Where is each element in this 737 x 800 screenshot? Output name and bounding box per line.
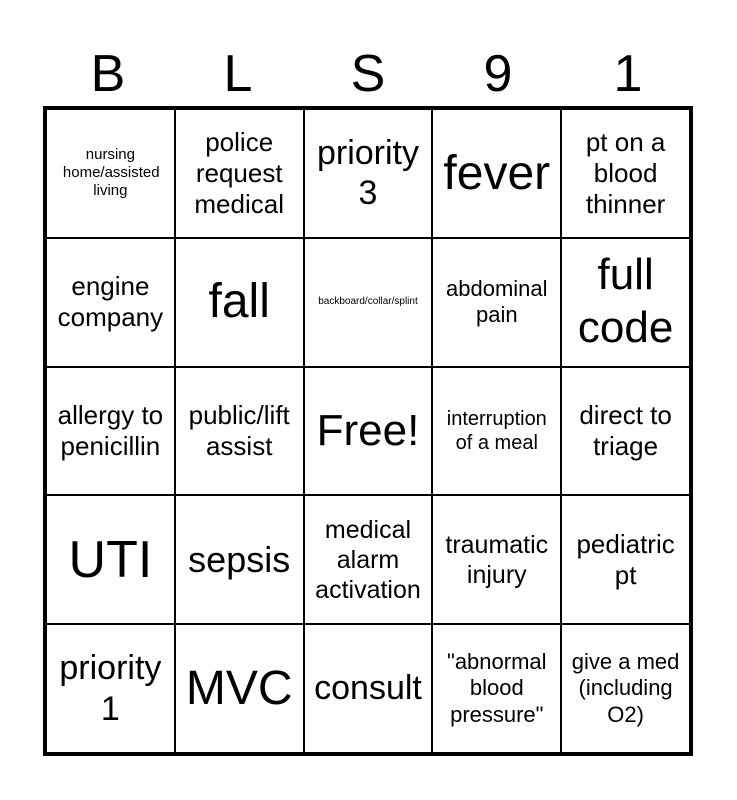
bingo-cell[interactable] <box>175 624 304 753</box>
free-space[interactable] <box>304 367 433 496</box>
cell-label: priority 3 <box>316 133 419 213</box>
bingo-header <box>43 42 693 106</box>
bingo-cell[interactable] <box>432 367 561 496</box>
bingo-cell[interactable] <box>304 238 433 367</box>
cell-label: traumatic injury <box>445 530 549 589</box>
header-letter-s: S <box>350 45 386 103</box>
cell-label: backboard/collar/splint <box>318 296 418 308</box>
header-digit-1: 1 <box>613 45 643 103</box>
bingo-cell[interactable] <box>46 238 175 367</box>
cell-label: fall <box>208 275 270 329</box>
cell-label: engine company <box>57 271 164 333</box>
bingo-cell[interactable] <box>175 495 304 624</box>
bingo-cell[interactable] <box>46 495 175 624</box>
header-letter-l: L <box>223 45 253 103</box>
cell-label: public/lift assist <box>188 399 290 461</box>
header-digit-9: 9 <box>483 45 513 103</box>
bingo-cell[interactable] <box>561 367 690 496</box>
bingo-cell[interactable] <box>561 109 690 238</box>
bingo-cell[interactable] <box>175 367 304 496</box>
cell-label: Free! <box>316 405 420 455</box>
cell-label: give a med (including O2) <box>571 649 680 727</box>
cell-label: fever <box>443 146 551 200</box>
cell-label: UTI <box>68 530 153 589</box>
cell-label: abdominal pain <box>446 275 548 328</box>
header-letter-b: B <box>90 45 126 103</box>
cell-label: pediatric pt <box>576 528 675 590</box>
cell-label: pt on a blood thinner <box>585 126 666 219</box>
bingo-cell[interactable] <box>561 238 690 367</box>
bingo-cell[interactable] <box>175 109 304 238</box>
bingo-cell[interactable] <box>432 238 561 367</box>
bingo-cell[interactable] <box>304 495 433 624</box>
cell-label: consult <box>314 669 422 708</box>
cell-label: sepsis <box>188 539 291 581</box>
bingo-cell[interactable] <box>46 624 175 753</box>
cell-label: interruption of a meal <box>446 407 547 454</box>
cell-label: "abnormal blood pressure" <box>447 649 547 727</box>
cell-label: nursing home/assisted living <box>62 146 160 200</box>
cell-label: priority 1 <box>59 648 162 728</box>
bingo-cell[interactable] <box>175 238 304 367</box>
bingo-board <box>43 106 693 756</box>
bingo-cell[interactable] <box>304 109 433 238</box>
bingo-cell[interactable] <box>561 495 690 624</box>
cell-label: police request medical <box>194 126 284 219</box>
bingo-cell[interactable] <box>46 109 175 238</box>
bingo-cell[interactable] <box>432 495 561 624</box>
cell-label: direct to triage <box>579 399 672 461</box>
bingo-cell[interactable] <box>561 624 690 753</box>
bingo-cell[interactable] <box>304 624 433 753</box>
cell-label: allergy to penicillin <box>57 399 164 461</box>
cell-label: full code <box>577 250 674 353</box>
bingo-cell[interactable] <box>432 624 561 753</box>
bingo-cell[interactable] <box>46 367 175 496</box>
cell-label: MVC <box>185 661 293 715</box>
cell-label: medical alarm activation <box>315 515 421 604</box>
bingo-cell[interactable] <box>432 109 561 238</box>
